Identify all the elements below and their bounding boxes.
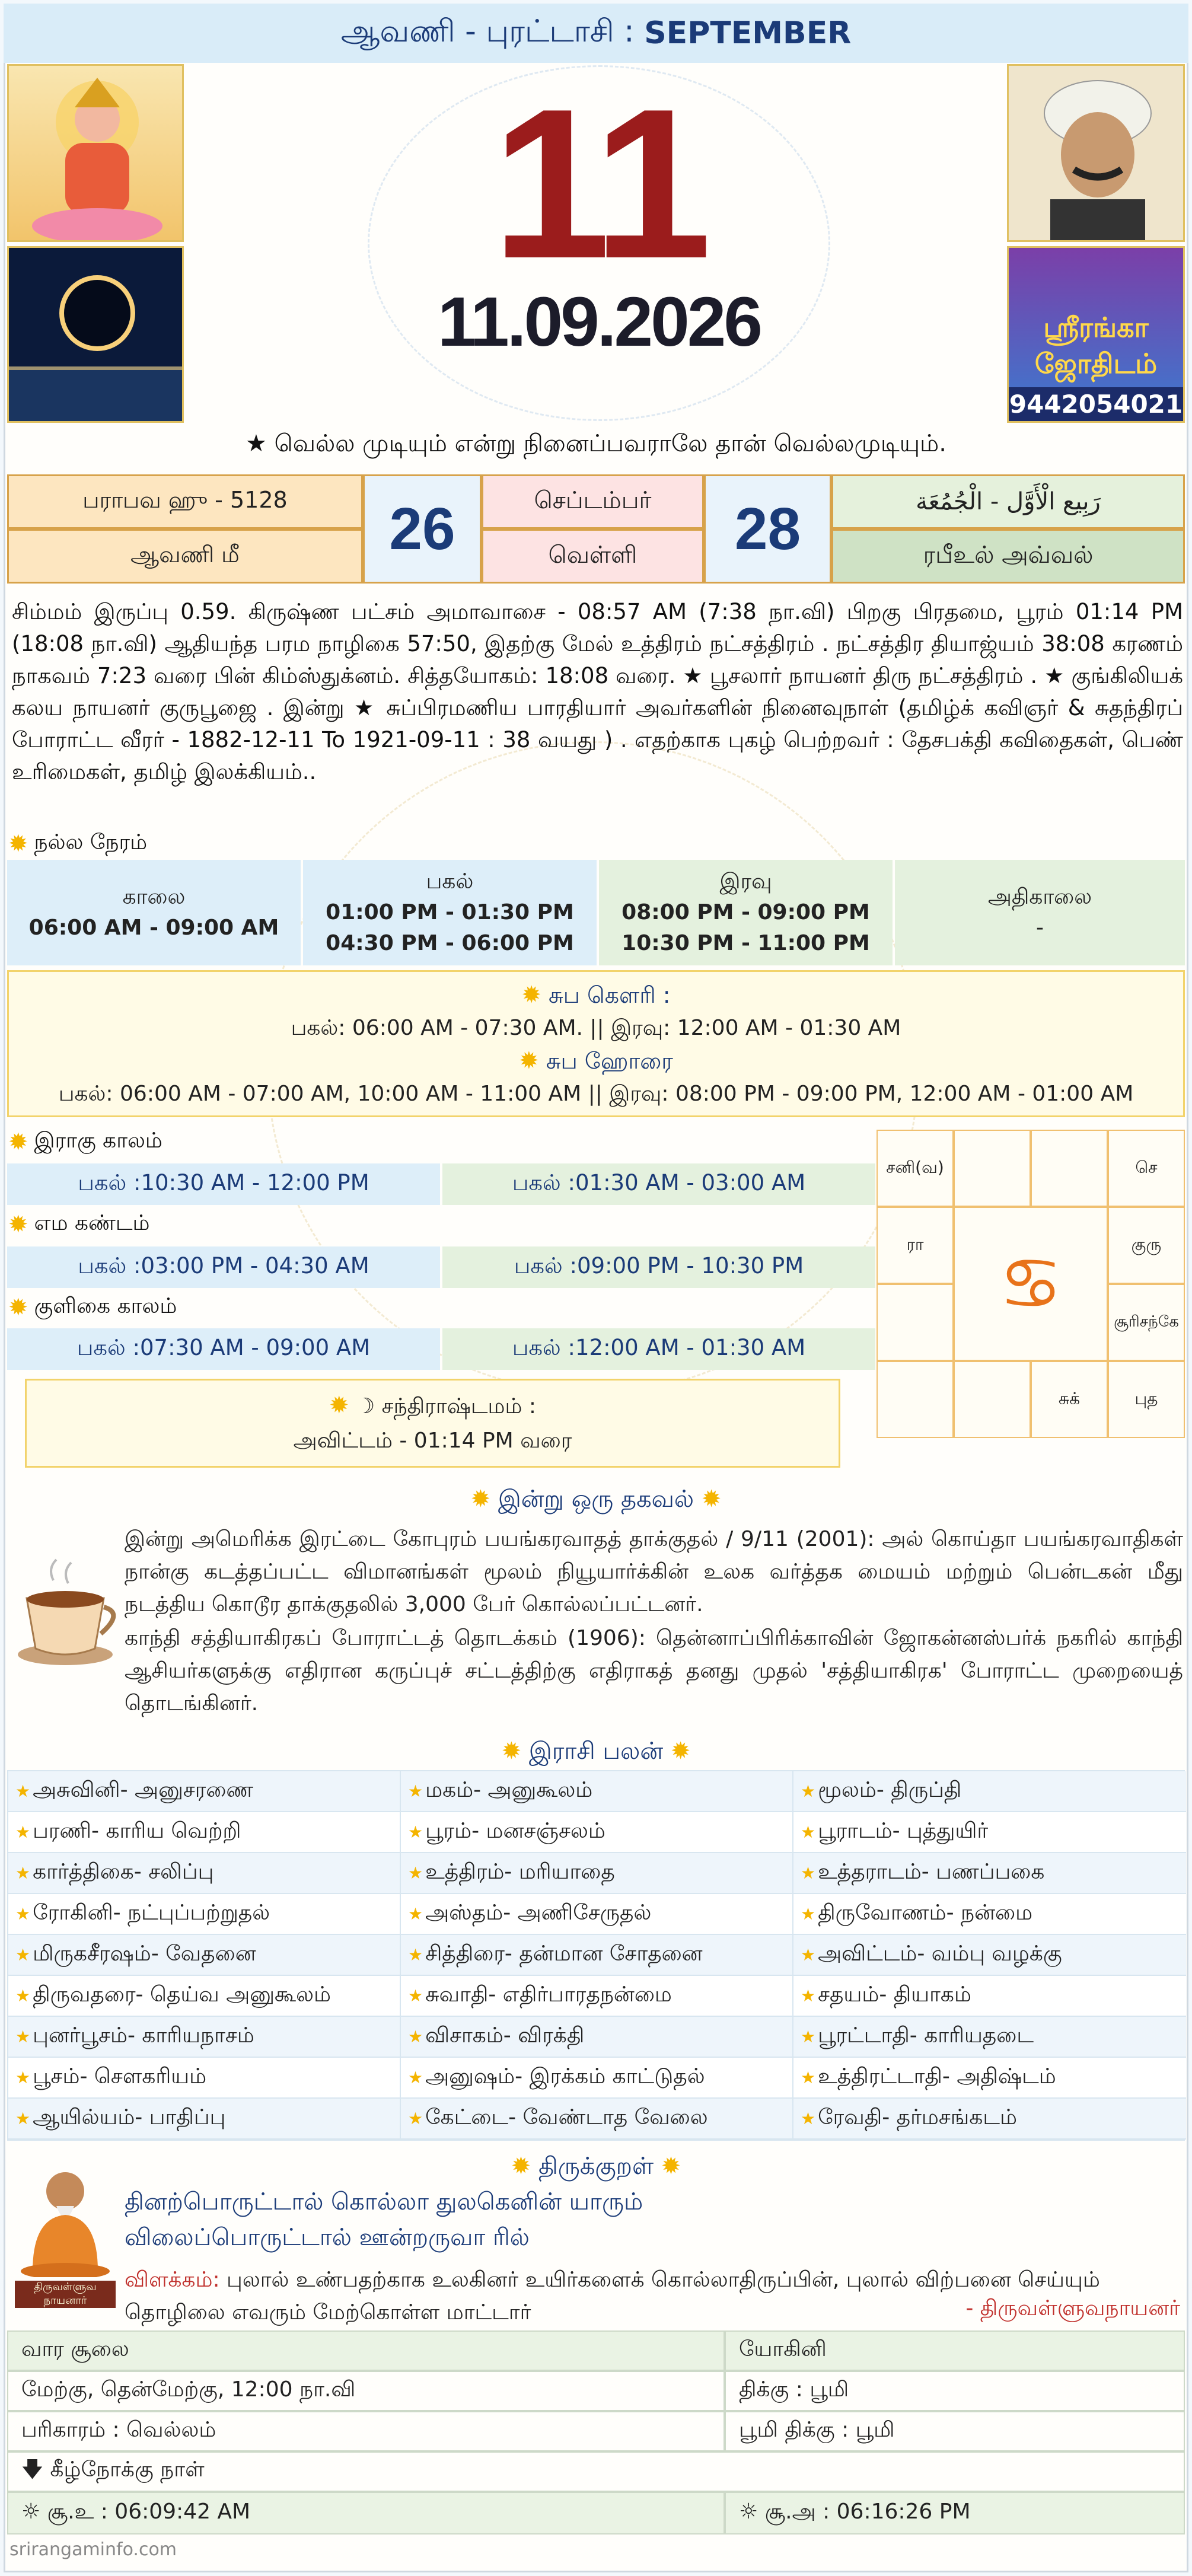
palan-text: திருவோணம்- நன்மை (818, 1900, 1033, 1925)
rahu-a: பகல் :10:30 AM - 12:00 PM (7, 1163, 440, 1205)
brand-line1: ஸ்ரீரங்கா (1043, 311, 1149, 343)
palan-item (8, 1812, 401, 1853)
col-line1: 01:00 PM - 01:30 PM (326, 900, 574, 924)
hora-text: பகல்: 06:00 AM - 07:00 AM, 10:00 AM - 11:00 AM || இரவு: 08:00 PM - 09:00 PM, 12:00 AM - 01:00 AM (58, 1082, 1134, 1106)
palan-text: அவிட்டம்- வம்பு வழக்கு (818, 1941, 1062, 1966)
nalla-col-morning (7, 860, 301, 965)
palan-heading: ✹ இராசி பலன் ✹ (501, 1737, 691, 1765)
palan-item (793, 1771, 1186, 1812)
tamil-months: ஆவணி - புரட்டாசி : (340, 13, 635, 49)
thagaval-title: இன்று ஒரு தகவல் (498, 1485, 694, 1513)
palan-item (401, 1976, 793, 2017)
parikaram-cell: பரிகாரம் : வெல்லம் (7, 2411, 725, 2451)
rasi-cell-3 (1031, 1130, 1108, 1207)
thikku-cell: திக்கு : பூமி (725, 2371, 1185, 2411)
palan-item (793, 1894, 1186, 1935)
star-icon: ★ (408, 2109, 423, 2128)
star-icon: ★ (801, 2027, 816, 2046)
palan-text: பூராடம்- புத்துயிர் (818, 1818, 989, 1843)
col-line2: 04:30 PM - 06:00 PM (326, 931, 574, 955)
brand-logo (1007, 246, 1185, 423)
palan-text: மகம்- அனுகூலம் (425, 1777, 593, 1802)
rasi-cell-12: சூரிசந்கே (1108, 1284, 1185, 1361)
star-icon: ★ (15, 1986, 31, 2006)
col-line1: 06:00 AM - 09:00 AM (28, 916, 279, 940)
gowri-title: ✹ சுப கௌரி : (521, 981, 671, 1009)
palan-text: பூரம்- மனசஞ்சலம் (425, 1818, 605, 1843)
tamil-day-cell: 26 (363, 474, 482, 584)
palan-text: ரேவதி- தர்மசங்கடம் (818, 2105, 1017, 2129)
valluvar-icon (15, 2164, 116, 2307)
quote-line: ★ வெல்ல முடியும் என்று நினைப்பவராலே தான் வெல்லமுடியும். (246, 430, 946, 457)
panchangam-paragraph: சிம்மம் இருப்பு 0.59. கிருஷ்ண பட்சம் அமாவாசை - 08:57 AM (7:38 நா.வி) பிறகு பிரதமை, பூரம் 01:14 PM (18:08 நா.வி) ஆதியந்த பரம நாழிகை 57:50, இதற்கு மேல் உத்திரம் நட்சத்திரம் . நட்சத்திர தியாஜ்யம் 38:08 கரணம் நாகவம் 7:23 வரை பின் கிம்ஸ்துக்னம். சித்தயோகம்: 18:08 வரை. ★ பூசலார் நாயனர் திரு நட்சத்திரம் . ★ குங்கிலியக் கலய நாயனர் குருபூஜை . இன்று ★ சுப்பிரமணிய பாரதியார் அவர்களின் நினைவுநாள் (தமிழ்க் கவிஞர் & சுதந்திரப் போராட்ட வீரர் - 1882-12-11 To 1921-09-11 : 38 வயது ) . எதற்காக புகழ் பெற்றவர் : தேசபக்தி கவிதைகள், பெண் உரிமைகள், தமிழ் இலக்கியம்.. (12, 599, 1183, 785)
kuligai-b: பகல் :12:00 AM - 01:30 AM (442, 1328, 875, 1370)
thagaval-p1: இன்று அமெரிக்க இரட்டை கோபுரம் பயங்கரவாதத் தாக்குதல் / 9/11 (2001): அல் கொய்தா பயங்கரவாதிகள் நான்கு கடத்தப்பட்ட விமானங்கள் மூலம் நியூயார்க்கின் உலக வர்த்தக மையம் மற்றும் பென்டகன் மீது நடத்திய கொடூர தாக்குதலில் 3,000 பேர் கொல்லப்பட்டனர். (125, 1527, 1183, 1617)
palan-text: கேட்டை- வேண்டாத வேலை (425, 2105, 708, 2129)
star-icon: ★ (408, 1904, 423, 1924)
rahu-title: இராகு காலம் (34, 1128, 162, 1153)
kuligai-a: பகல் :07:30 AM - 09:00 AM (7, 1328, 440, 1370)
rasi-cell-16: புத (1108, 1361, 1185, 1438)
palan-item (8, 2099, 401, 2140)
hijri-day-cell: 28 (704, 474, 831, 584)
eng-month-cell: செப்டம்பர் (482, 474, 704, 529)
kural-line1: தினற்பொருட்டால் கொல்லா துலகெனின் யாரும் (125, 2188, 643, 2215)
rasi-center-symbol: ♋ (954, 1207, 1108, 1361)
chandra-text: அவிட்டம் - 01:14 PM வரை (293, 1429, 572, 1453)
rasi-cell-9 (877, 1284, 954, 1361)
star-icon: ★ (15, 1781, 31, 1801)
sunset-cell: ☼ சூ.அ : 06:16:26 PM (725, 2492, 1185, 2534)
star-icon: ★ (801, 1781, 816, 1801)
palan-item (401, 1771, 793, 1812)
portrait-image (1007, 64, 1185, 242)
star-icon: ★ (15, 1863, 31, 1883)
palan-item (8, 1894, 401, 1935)
star-icon: ★ (408, 2068, 423, 2087)
weekday-cell: வெள்ளி (482, 529, 704, 584)
rasi-cell-14 (954, 1361, 1031, 1438)
ema-title: எம கண்டம் (34, 1211, 150, 1235)
kural-line2: விலைப்பொருட்டால் ஊன்றருவா ரில் (125, 2224, 530, 2251)
palan-item (401, 1853, 793, 1894)
vara-soolai-label: வார சூலை (7, 2330, 725, 2371)
year-cell: பராபவ ஹு - 5128 (7, 474, 363, 529)
valluvar-badge: திருவள்ளுவ நாயனார் (15, 2281, 116, 2308)
thagaval-p2: காந்தி சத்தியாகிரகப் போராட்டத் தொடக்கம் (1906): தென்னாப்பிரிக்காவின் ஜோகன்னஸ்பர்க் நகரில் காந்தி ஆசியர்களுக்கு எதிரான கருப்புச் சட்டத்திற்கு எதிராகத் தனது முதல் 'சத்தியாகிரக' போராட்ட முறையைத் தொடங்கினர். (125, 1626, 1183, 1716)
palan-text: பரணி- காரிய வெற்றி (33, 1818, 241, 1843)
nalla-neram-title: நல்ல நேரம் (34, 830, 148, 855)
site-url[interactable]: srirangaminfo.com (9, 2539, 177, 2560)
tea-cup-icon (12, 1557, 125, 1669)
palan-item (793, 1935, 1186, 1976)
col-head: இரவு (719, 869, 772, 894)
sun-icon: ✹ (8, 830, 28, 857)
ema-heading: ✹ எம கண்டம் (8, 1211, 150, 1238)
kural-author: - திருவள்ளுவநாயனர் (965, 2296, 1180, 2320)
chandra-title: ✹ ☽ சந்திராஷ்டமம் : (329, 1392, 537, 1419)
palan-item (401, 2017, 793, 2058)
rasi-cell-4: செ (1108, 1130, 1185, 1207)
palan-text: சதயம்- தியாகம் (818, 1982, 971, 2007)
sunrise-cell: ☼ சூ.உ : 06:09:42 AM (7, 2492, 725, 2534)
palan-item (793, 2099, 1186, 2140)
palan-item (8, 2017, 401, 2058)
palan-item (793, 1812, 1186, 1853)
rahu-b: பகல் :01:30 AM - 03:00 AM (442, 1163, 875, 1205)
vilakkam-label: விளக்கம்: (125, 2268, 220, 2292)
palan-item (793, 2058, 1186, 2099)
star-icon: ★ (801, 1904, 816, 1924)
rasi-cell-15: சுக் (1031, 1361, 1108, 1438)
col-head: அதிகாலை (987, 885, 1092, 909)
star-icon: ★ (408, 1863, 423, 1883)
palan-item (8, 1771, 401, 1812)
palan-text: அசுவினி- அனுசரணை (33, 1777, 254, 1802)
kuligai-heading: ✹ குளிகை காலம் (8, 1294, 177, 1321)
star-icon: ★ (801, 2109, 816, 2128)
direction-cell: மேற்கு, தென்மேற்கு, 12:00 நா.வி (7, 2371, 725, 2411)
eclipse-image (7, 246, 184, 423)
big-day-number: 11 (492, 65, 706, 303)
palan-item (401, 1894, 793, 1935)
star-icon: ★ (15, 2068, 31, 2087)
kural-heading: ✹ திருக்குறள் ✹ (511, 2153, 681, 2180)
palan-text: பூசம்- சௌகரியம் (33, 2064, 207, 2089)
palan-item (793, 1976, 1186, 2017)
tamil-month-cell: ஆவணி மீ (7, 529, 363, 584)
vilakkam-text: புலால் உண்பதற்காக உலகினர் உயிர்களைக் கொல்லாதிருப்பின், புலால் விற்பனை செய்யும் தொழிலை எவரும் மேற்கொள்ள மாட்டார் (125, 2268, 1100, 2325)
palan-text: அனுஷம்- இரக்கம் காட்டுதல் (425, 2064, 705, 2089)
ema-a: பகல் :03:00 PM - 04:30 AM (7, 1246, 440, 1288)
nalla-neram-heading (8, 830, 147, 857)
palan-item (793, 1853, 1186, 1894)
hora-title: ✹ சுப ஹோரை (519, 1047, 673, 1075)
month-header (4, 4, 1188, 63)
col-head: காலை (122, 885, 186, 909)
star-icon: ★ (408, 2027, 423, 2046)
palan-item (401, 1812, 793, 1853)
rasi-cell-2 (954, 1130, 1031, 1207)
star-icon: ★ (801, 2068, 816, 2087)
palan-item (401, 1935, 793, 1976)
hijri-arabic-cell: رَبِيع الْأَوَّل - الْجُمُعَة (831, 474, 1185, 529)
palan-text: கார்த்திகை- சலிப்பு (33, 1859, 214, 1884)
palan-text: விசாகம்- விரக்தி (425, 2023, 585, 2048)
palan-text: மிருகசீரஷம்- வேதனை (33, 1941, 256, 1966)
full-date: 11.09.2026 (437, 283, 761, 361)
palan-text: உத்திரம்- மரியாதை (425, 1859, 615, 1884)
bhumi-cell: பூமி திக்கு : பூமி (725, 2411, 1185, 2451)
nalla-col-night (599, 860, 893, 965)
palan-item (8, 2058, 401, 2099)
hijri-tamil-cell: ரபீஉல் அவ்வல் (831, 529, 1185, 584)
star-icon: ★ (408, 1986, 423, 2006)
gowri-title-text: சுப கௌரி : (549, 982, 671, 1008)
star-icon: ★ (408, 1822, 423, 1842)
palan-item (401, 2099, 793, 2140)
palan-text: உத்தராடம்- பணப்பகை (818, 1859, 1045, 1884)
palan-item (401, 2058, 793, 2099)
palan-text: திருவதரை- தெய்வ அனுகூலம் (33, 1982, 331, 2007)
palan-title: இராசி பலன் (528, 1737, 664, 1765)
star-icon: ★ (15, 2027, 31, 2046)
palan-text: பூரட்டாதி- காரியதடை (818, 2023, 1034, 2048)
palan-text: சுவாதி- எதிர்பாரதநன்மை (425, 1982, 672, 2007)
chandra-title-text: ☽ சந்திராஷ்டமம் : (355, 1394, 537, 1418)
col-line2: 10:30 PM - 11:00 PM (622, 931, 870, 955)
palan-text: சித்திரை- தன்மான சோதனை (425, 1941, 703, 1966)
rasi-cell-1: சனி(வ) (877, 1130, 954, 1207)
nalla-col-dawn (895, 860, 1185, 965)
rasi-cell-5: ரா (877, 1207, 954, 1284)
palan-text: மூலம்- திருப்தி (818, 1777, 962, 1802)
palan-text: ஆயில்யம்- பாதிப்பு (33, 2105, 226, 2129)
star-icon: ★ (15, 1822, 31, 1842)
palan-item (793, 2017, 1186, 2058)
star-icon: ★ (15, 2109, 31, 2128)
palan-item (8, 1935, 401, 1976)
star-icon: ★ (15, 1945, 31, 1965)
palan-text: புனர்பூசம்- காரியநாசம் (33, 2023, 254, 2048)
rahu-heading: ✹ இராகு காலம் (8, 1128, 162, 1156)
palan-text: உத்திரட்டாதி- அதிஷ்டம் (818, 2064, 1056, 2089)
palan-item (8, 1976, 401, 2017)
brand-line2: ஜோதிடம் (1034, 347, 1158, 380)
palan-text: ரோகினி- நட்புப்பற்றுதல் (33, 1900, 270, 1925)
deity-image (7, 64, 184, 242)
english-month: SEPTEMBER (644, 15, 852, 51)
star-icon: ★ (408, 1781, 423, 1801)
kuligai-title: குளிகை காலம் (34, 1294, 177, 1318)
rasi-cell-13 (877, 1361, 954, 1438)
star-icon: ★ (801, 1986, 816, 2006)
rasi-cell-8: குரு (1108, 1207, 1185, 1284)
col-line1: 08:00 PM - 09:00 PM (622, 900, 870, 924)
keel-nokku-cell: 🡇 கீழ்நோக்கு நாள் (7, 2451, 1185, 2492)
star-icon: ★ (408, 1945, 423, 1965)
star-icon: ★ (15, 1904, 31, 1924)
gowri-text: பகல்: 06:00 AM - 07:30 AM. || இரவு: 12:00 AM - 01:30 AM (291, 1016, 901, 1040)
brand-phone: 9442054021 (1009, 387, 1183, 421)
yogini-label: யோகினி (725, 2330, 1185, 2371)
palan-item (8, 1853, 401, 1894)
star-icon: ★ (801, 1945, 816, 1965)
nalla-col-day (303, 860, 597, 965)
ema-b: பகல் :09:00 PM - 10:30 PM (442, 1246, 875, 1288)
chandrashtamam-box (25, 1379, 840, 1468)
palan-grid (7, 1770, 1185, 2141)
col-head: பகல் (426, 869, 474, 894)
thagaval-heading: ✹ இன்று ஒரு தகவல் ✹ (470, 1485, 722, 1513)
star-icon: ★ (801, 1863, 816, 1883)
star-icon: ★ (801, 1822, 816, 1842)
col-line1: - (1036, 916, 1044, 940)
hora-title-text: சுப ஹோரை (546, 1048, 673, 1074)
palan-text: அஸ்தம்- அணிசேருதல் (425, 1900, 652, 1925)
kural-title: திருக்குறள் (538, 2153, 654, 2180)
